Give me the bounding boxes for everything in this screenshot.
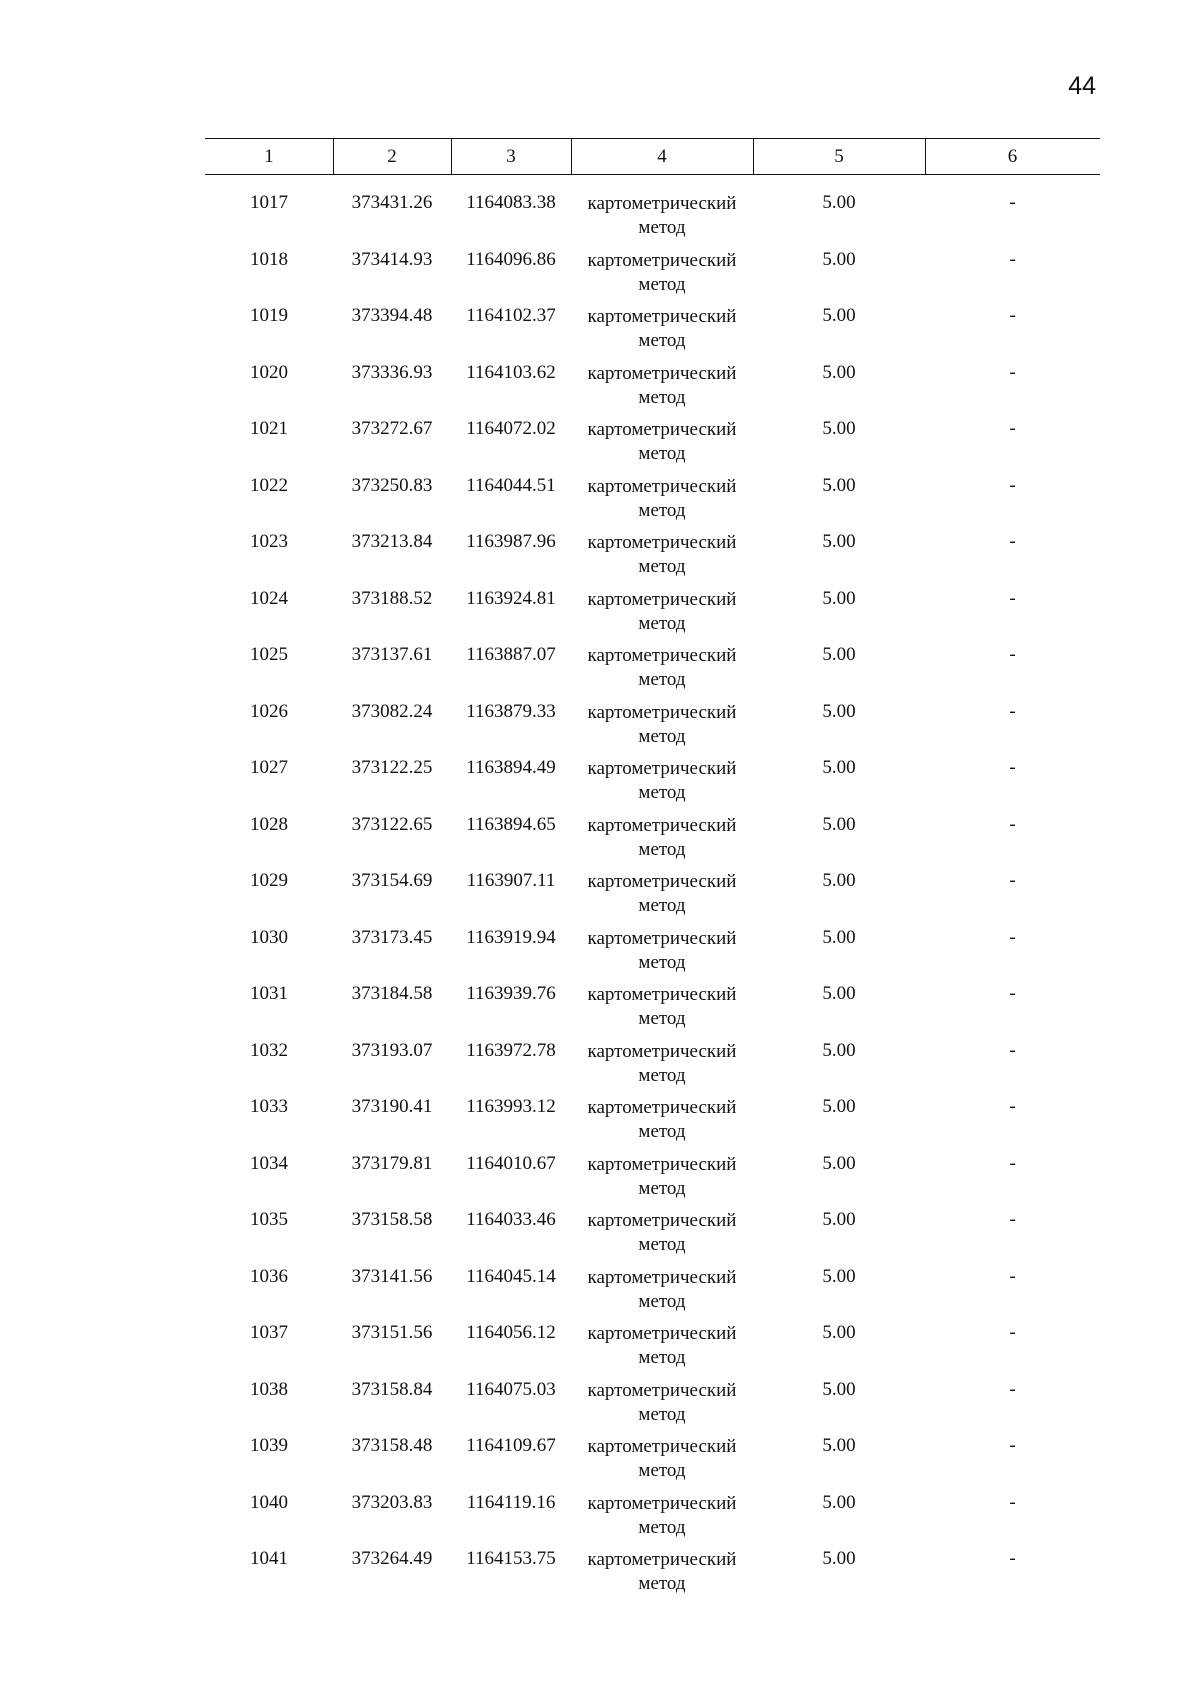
method-line-1: картометрический bbox=[587, 475, 737, 497]
accuracy-value: 5.00 bbox=[822, 983, 856, 1004]
method-cell bbox=[571, 1153, 753, 1201]
note-dash: - bbox=[1009, 813, 1016, 835]
coordinate-y: 1163894.65 bbox=[466, 813, 556, 835]
accuracy-value: 5.00 bbox=[822, 1548, 856, 1569]
coordinate-x: 373264.49 bbox=[351, 1548, 433, 1569]
method-line-2: метод bbox=[638, 273, 686, 295]
method-line-2: метод bbox=[638, 725, 686, 747]
method-line-1: картометрический bbox=[587, 532, 737, 553]
accuracy-value: 5.00 bbox=[822, 1435, 856, 1456]
accuracy-value: 5.00 bbox=[822, 1491, 856, 1513]
method-cell bbox=[571, 475, 753, 523]
accuracy-value: 5.00 bbox=[822, 474, 856, 496]
method-line-1: картометрический bbox=[587, 1436, 737, 1457]
method-line-2: метод bbox=[638, 217, 686, 238]
method-line-1: картометрический bbox=[587, 1153, 737, 1175]
table-row bbox=[205, 305, 1100, 362]
accuracy-value: 5.00 bbox=[822, 1378, 856, 1400]
point-number: 1035 bbox=[250, 1209, 288, 1230]
method-line-2: метод bbox=[638, 1121, 686, 1142]
coordinate-x: 373158.58 bbox=[351, 1209, 433, 1230]
point-number: 1027 bbox=[250, 757, 288, 778]
coordinate-y: 1163887.07 bbox=[466, 644, 556, 665]
header-col-5: 5 bbox=[834, 145, 844, 167]
coordinate-y: 1164102.37 bbox=[466, 305, 556, 326]
note-dash: - bbox=[1009, 1378, 1016, 1400]
table-row bbox=[205, 475, 1100, 532]
point-number: 1039 bbox=[250, 1435, 288, 1456]
method-line-1: картометрический bbox=[587, 306, 737, 327]
accuracy-value: 5.00 bbox=[822, 1039, 856, 1061]
point-number: 1033 bbox=[250, 1096, 288, 1117]
coordinate-y: 1163987.96 bbox=[466, 531, 556, 552]
method-cell bbox=[571, 701, 753, 749]
note-dash: - bbox=[1009, 1322, 1016, 1343]
method-cell bbox=[571, 1096, 753, 1144]
method-cell bbox=[571, 1266, 753, 1314]
note-dash: - bbox=[1009, 870, 1016, 891]
header-col-3: 3 bbox=[506, 145, 516, 167]
method-cell bbox=[571, 1492, 753, 1540]
header-col-4: 4 bbox=[657, 145, 667, 167]
accuracy-value: 5.00 bbox=[822, 870, 856, 891]
table-row bbox=[205, 983, 1100, 1040]
coordinate-y: 1163993.12 bbox=[466, 1096, 556, 1117]
note-dash: - bbox=[1009, 1039, 1016, 1061]
method-line-1: картометрический bbox=[587, 984, 737, 1005]
point-number: 1032 bbox=[250, 1039, 288, 1061]
method-cell bbox=[571, 305, 753, 353]
point-number: 1040 bbox=[250, 1491, 288, 1513]
method-cell bbox=[571, 588, 753, 636]
method-line-2: метод bbox=[638, 1008, 686, 1029]
note-dash: - bbox=[1009, 1152, 1016, 1174]
coordinate-y: 1164153.75 bbox=[466, 1548, 556, 1569]
accuracy-value: 5.00 bbox=[822, 813, 856, 835]
point-number: 1041 bbox=[250, 1548, 288, 1569]
coordinate-x: 373190.41 bbox=[351, 1096, 433, 1117]
note-dash: - bbox=[1009, 474, 1016, 496]
coordinate-x: 373394.48 bbox=[351, 305, 433, 326]
method-cell bbox=[571, 1435, 753, 1483]
method-line-2: метод bbox=[638, 1234, 686, 1255]
table-row bbox=[205, 701, 1100, 758]
note-dash: - bbox=[1009, 1548, 1016, 1569]
note-dash: - bbox=[1009, 531, 1016, 552]
point-number: 1021 bbox=[250, 418, 288, 439]
method-line-1: картометрический bbox=[587, 1492, 737, 1514]
note-dash: - bbox=[1009, 418, 1016, 439]
table-row bbox=[205, 1435, 1100, 1492]
coordinate-x: 373151.56 bbox=[351, 1322, 433, 1343]
note-dash: - bbox=[1009, 192, 1016, 213]
coordinate-x: 373122.25 bbox=[351, 757, 433, 778]
coordinate-x: 373184.58 bbox=[351, 983, 433, 1004]
coordinate-y: 1164075.03 bbox=[466, 1378, 556, 1400]
table-body bbox=[205, 192, 1100, 1605]
method-line-1: картометрический bbox=[587, 701, 737, 723]
table-row bbox=[205, 1040, 1100, 1097]
method-cell bbox=[571, 983, 753, 1031]
note-dash: - bbox=[1009, 1265, 1016, 1287]
coordinate-y: 1164072.02 bbox=[466, 418, 556, 439]
table-row bbox=[205, 588, 1100, 645]
header-col-6: 6 bbox=[1007, 145, 1018, 167]
note-dash: - bbox=[1009, 700, 1016, 722]
coordinate-x: 373122.65 bbox=[351, 813, 433, 835]
method-line-1: картометрический bbox=[587, 871, 737, 892]
coordinate-y: 1164045.14 bbox=[466, 1265, 556, 1287]
method-cell bbox=[571, 1379, 753, 1427]
method-line-1: картометрический bbox=[587, 927, 737, 949]
method-cell bbox=[571, 531, 753, 579]
method-line-1: картометрический bbox=[587, 193, 737, 214]
point-number: 1024 bbox=[250, 587, 288, 609]
note-dash: - bbox=[1009, 587, 1016, 609]
coordinate-x: 373141.56 bbox=[351, 1265, 433, 1287]
method-cell bbox=[571, 192, 753, 240]
note-dash: - bbox=[1009, 1096, 1016, 1117]
coordinates-table bbox=[205, 138, 1100, 1605]
coordinate-x: 373179.81 bbox=[351, 1152, 433, 1174]
coordinate-y: 1164044.51 bbox=[466, 474, 556, 496]
point-number: 1018 bbox=[250, 248, 288, 270]
method-line-2: метод bbox=[638, 782, 686, 803]
method-line-1: картометрический bbox=[587, 1097, 737, 1118]
coordinate-y: 1164083.38 bbox=[466, 192, 556, 213]
note-dash: - bbox=[1009, 926, 1016, 948]
point-number: 1037 bbox=[250, 1322, 288, 1343]
method-cell bbox=[571, 418, 753, 466]
point-number: 1030 bbox=[250, 926, 288, 948]
coordinate-y: 1164119.16 bbox=[466, 1491, 556, 1513]
method-line-2: метод bbox=[638, 669, 686, 690]
table-row bbox=[205, 531, 1100, 588]
coordinate-x: 373137.61 bbox=[351, 644, 433, 665]
table-row bbox=[205, 1209, 1100, 1266]
table-row bbox=[205, 1492, 1100, 1549]
coordinate-y: 1163894.49 bbox=[466, 757, 556, 778]
coordinate-y: 1164010.67 bbox=[466, 1152, 556, 1174]
point-number: 1017 bbox=[250, 192, 288, 213]
accuracy-value: 5.00 bbox=[822, 926, 856, 948]
accuracy-value: 5.00 bbox=[822, 531, 856, 552]
accuracy-value: 5.00 bbox=[822, 1265, 856, 1287]
coordinate-x: 373203.83 bbox=[351, 1491, 433, 1513]
method-cell bbox=[571, 644, 753, 692]
method-line-1: картометрический bbox=[587, 588, 737, 610]
accuracy-value: 5.00 bbox=[822, 644, 856, 665]
method-line-1: картометрический bbox=[587, 249, 737, 271]
method-line-2: метод bbox=[638, 838, 686, 860]
coordinate-y: 1163939.76 bbox=[466, 983, 556, 1004]
coordinate-y: 1164096.86 bbox=[466, 248, 556, 270]
method-line-2: метод bbox=[638, 612, 686, 634]
table-row bbox=[205, 1266, 1100, 1323]
accuracy-value: 5.00 bbox=[822, 1096, 856, 1117]
coordinate-y: 1163879.33 bbox=[466, 700, 556, 722]
table-row bbox=[205, 362, 1100, 419]
point-number: 1031 bbox=[250, 983, 288, 1004]
method-line-2: метод bbox=[638, 951, 686, 973]
point-number: 1022 bbox=[250, 474, 288, 496]
table-row bbox=[205, 644, 1100, 701]
table-row bbox=[205, 757, 1100, 814]
coordinate-x: 373431.26 bbox=[351, 192, 433, 213]
coordinate-x: 373193.07 bbox=[351, 1039, 433, 1061]
table-row bbox=[205, 1379, 1100, 1436]
table-row bbox=[205, 1096, 1100, 1153]
note-dash: - bbox=[1009, 361, 1016, 383]
method-line-1: картометрический bbox=[587, 1210, 737, 1231]
accuracy-value: 5.00 bbox=[822, 305, 856, 326]
note-dash: - bbox=[1009, 1491, 1016, 1513]
page-number: 44 bbox=[1068, 72, 1096, 100]
method-line-1: картометрический bbox=[587, 758, 737, 779]
point-number: 1038 bbox=[250, 1378, 288, 1400]
method-line-2: метод bbox=[638, 1347, 686, 1368]
method-line-2: метод bbox=[638, 443, 686, 464]
table-row bbox=[205, 418, 1100, 475]
method-line-1: картометрический bbox=[587, 1266, 737, 1288]
header-col-2: 2 bbox=[387, 145, 397, 167]
point-number: 1026 bbox=[250, 700, 288, 722]
method-cell bbox=[571, 1548, 753, 1596]
method-line-2: метод bbox=[638, 556, 686, 577]
coordinate-x: 373213.84 bbox=[351, 531, 433, 552]
coordinate-x: 373158.48 bbox=[351, 1435, 433, 1456]
method-line-2: метод bbox=[638, 895, 686, 916]
method-line-1: картометрический bbox=[587, 1040, 737, 1062]
coordinate-x: 373082.24 bbox=[351, 700, 433, 722]
coordinate-x: 373173.45 bbox=[351, 926, 433, 948]
point-number: 1020 bbox=[250, 361, 288, 383]
method-cell bbox=[571, 814, 753, 862]
point-number: 1023 bbox=[250, 531, 288, 552]
accuracy-value: 5.00 bbox=[822, 700, 856, 722]
method-cell bbox=[571, 1322, 753, 1370]
coordinate-y: 1163907.11 bbox=[466, 870, 556, 891]
coordinate-x: 373154.69 bbox=[351, 870, 433, 891]
method-cell bbox=[571, 757, 753, 805]
method-cell bbox=[571, 1209, 753, 1257]
method-line-2: метод bbox=[638, 1573, 686, 1594]
point-number: 1019 bbox=[250, 305, 288, 326]
table-row bbox=[205, 192, 1100, 249]
accuracy-value: 5.00 bbox=[822, 192, 856, 213]
method-line-2: метод bbox=[638, 386, 686, 408]
point-number: 1025 bbox=[250, 644, 288, 665]
method-cell bbox=[571, 362, 753, 410]
method-line-1: картометрический bbox=[587, 1323, 737, 1344]
accuracy-value: 5.00 bbox=[822, 248, 856, 270]
table-row bbox=[205, 927, 1100, 984]
table-row bbox=[205, 1548, 1100, 1605]
accuracy-value: 5.00 bbox=[822, 1152, 856, 1174]
table-row bbox=[205, 249, 1100, 306]
coordinate-y: 1163972.78 bbox=[466, 1039, 556, 1061]
method-line-2: метод bbox=[638, 1460, 686, 1481]
method-line-1: картометрический bbox=[587, 419, 737, 440]
method-cell bbox=[571, 927, 753, 975]
coordinate-x: 373188.52 bbox=[351, 587, 433, 609]
method-cell bbox=[571, 870, 753, 918]
point-number: 1028 bbox=[250, 813, 288, 835]
coordinate-y: 1164109.67 bbox=[466, 1435, 556, 1456]
table-row bbox=[205, 1153, 1100, 1210]
method-line-2: метод bbox=[638, 1290, 686, 1312]
method-line-1: картометрический bbox=[587, 814, 737, 836]
table-row bbox=[205, 870, 1100, 927]
method-line-2: метод bbox=[638, 1177, 686, 1199]
note-dash: - bbox=[1009, 248, 1016, 270]
method-line-2: метод bbox=[638, 499, 686, 521]
coordinate-y: 1164056.12 bbox=[466, 1322, 556, 1343]
method-cell bbox=[571, 1040, 753, 1088]
note-dash: - bbox=[1009, 1209, 1016, 1230]
accuracy-value: 5.00 bbox=[822, 587, 856, 609]
method-line-1: картометрический bbox=[587, 362, 737, 384]
note-dash: - bbox=[1009, 983, 1016, 1004]
method-line-1: картометрический bbox=[587, 1549, 737, 1570]
table-header bbox=[205, 138, 1100, 175]
coordinate-x: 373336.93 bbox=[351, 361, 433, 383]
accuracy-value: 5.00 bbox=[822, 361, 856, 383]
point-number: 1034 bbox=[250, 1152, 288, 1174]
table-row bbox=[205, 1322, 1100, 1379]
method-line-2: метод bbox=[638, 1064, 686, 1086]
note-dash: - bbox=[1009, 1435, 1016, 1456]
method-line-2: метод bbox=[638, 1403, 686, 1425]
method-line-2: метод bbox=[638, 330, 686, 351]
header-col-1: 1 bbox=[264, 145, 274, 167]
coordinate-x: 373158.84 bbox=[351, 1378, 433, 1400]
accuracy-value: 5.00 bbox=[822, 757, 856, 778]
accuracy-value: 5.00 bbox=[822, 418, 856, 439]
method-cell bbox=[571, 249, 753, 297]
accuracy-value: 5.00 bbox=[822, 1322, 856, 1343]
coordinate-x: 373272.67 bbox=[351, 418, 433, 439]
note-dash: - bbox=[1009, 757, 1016, 778]
method-line-1: картометрический bbox=[587, 645, 737, 666]
coordinate-y: 1164103.62 bbox=[466, 361, 556, 383]
method-line-2: метод bbox=[638, 1516, 686, 1538]
note-dash: - bbox=[1009, 644, 1016, 665]
point-number: 1036 bbox=[250, 1265, 288, 1287]
point-number: 1029 bbox=[250, 870, 288, 891]
table-row bbox=[205, 814, 1100, 871]
method-line-1: картометрический bbox=[587, 1379, 737, 1401]
coordinate-y: 1163919.94 bbox=[466, 926, 556, 948]
coordinate-y: 1163924.81 bbox=[466, 587, 556, 609]
coordinate-y: 1164033.46 bbox=[466, 1209, 556, 1230]
coordinate-x: 373250.83 bbox=[351, 474, 433, 496]
coordinate-x: 373414.93 bbox=[351, 248, 433, 270]
accuracy-value: 5.00 bbox=[822, 1209, 856, 1230]
note-dash: - bbox=[1009, 305, 1016, 326]
